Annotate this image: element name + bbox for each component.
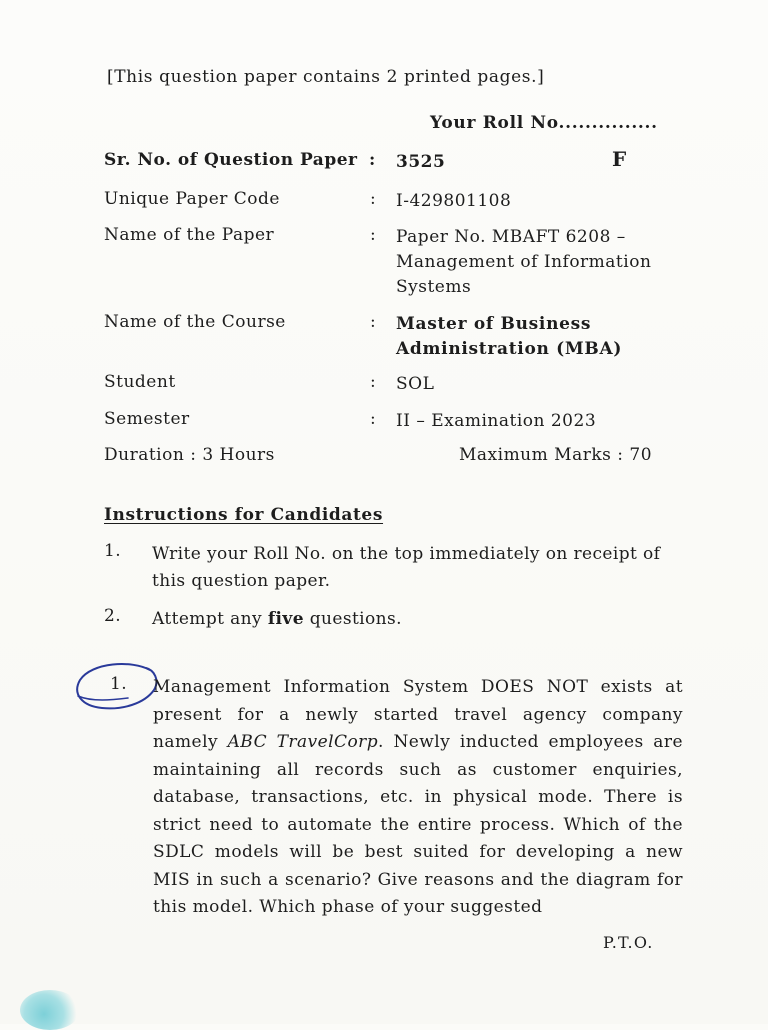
colon: : — [370, 312, 377, 332]
student-label: Student — [104, 372, 176, 392]
paper-value: Paper No. MBAFT 6208 – Management of Information Systems — [396, 227, 652, 297]
instruction-number: 1. — [104, 541, 122, 561]
colon: : — [370, 372, 377, 392]
scan-smudge — [20, 990, 80, 1030]
instruction-text: Write your Roll No. on the top immediately on receipt of this question paper. — [152, 544, 661, 591]
colon: : — [370, 409, 377, 429]
colon: : — [370, 189, 377, 209]
colon: : — [369, 150, 376, 170]
exam-duration: Duration : 3 Hours — [104, 445, 275, 465]
company-name: ABC TravelCorp — [227, 732, 379, 752]
paper-set-letter: F — [612, 147, 627, 171]
maximum-marks: Maximum Marks : 70 — [459, 445, 653, 465]
instruction-number: 2. — [104, 606, 122, 626]
sr-no-label: Sr. No. of Question Paper — [104, 150, 358, 170]
please-turn-over: P.T.O. — [603, 933, 654, 952]
upc-label: Unique Paper Code — [104, 189, 280, 209]
student-value: SOL — [396, 374, 435, 394]
question-text: Management Information System DOES NOT exists at present for a newly started travel agency company namely ABC TravelCorp. Newly inducted employees are maintaining all records such as customer enquiries, database, transactions, etc. in physical mode. There is strict need to automate the entire process. Which of the SDLC models will be best suited for developing a new MIS in such a scenario? Give reasons and the diagram for this model. Which phase of your suggested — [153, 677, 683, 917]
instruction-emphasis: five — [267, 609, 304, 629]
course-label: Name of the Course — [104, 312, 286, 332]
upc-value: I-429801108 — [396, 191, 512, 211]
semester-label: Semester — [104, 409, 190, 429]
roll-number-field: Your Roll No............... — [430, 113, 658, 133]
course-value: Master of Business Administration (MBA) — [396, 314, 623, 359]
colon: : — [370, 225, 377, 245]
instructions-heading: Instructions for Candidates — [104, 505, 384, 525]
page-count-note: [This question paper contains 2 printed pages.] — [107, 67, 545, 87]
sr-no-value: 3525 — [396, 152, 446, 172]
paper-label: Name of the Paper — [104, 225, 275, 245]
semester-value: II – Examination 2023 — [396, 411, 597, 431]
instruction-text: Attempt any five questions. — [152, 609, 402, 629]
question-number: 1. — [110, 674, 128, 694]
